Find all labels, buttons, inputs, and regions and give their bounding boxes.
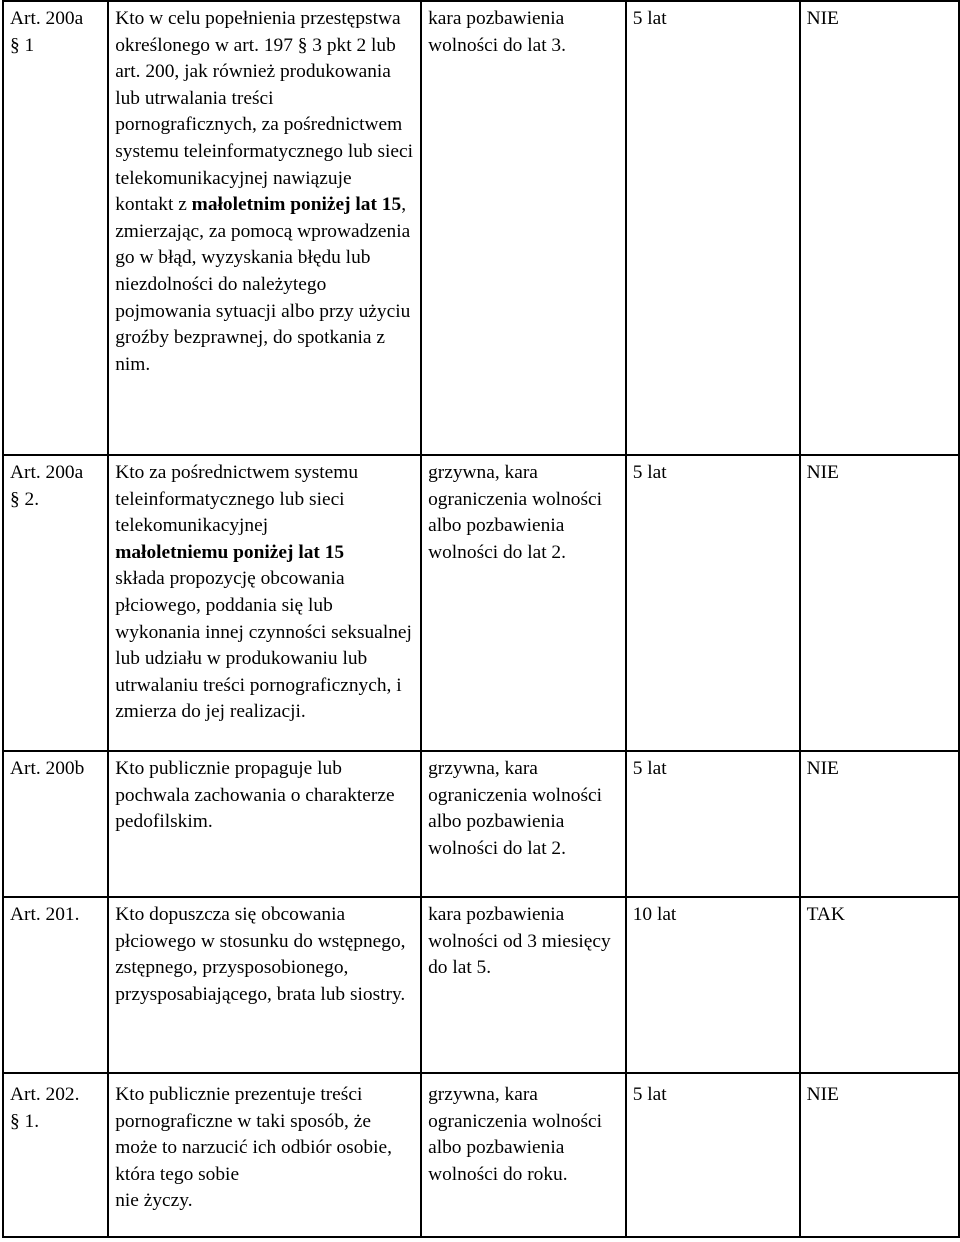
table-row — [3, 1073, 959, 1237]
description-cell — [108, 1, 421, 455]
description-cell — [108, 1073, 421, 1237]
description-text: , zmierzając, za pomocą wprowadzenia go w błąd, wyzyskania błędu lub niezdolności do należytego pojmowania sytuacji albo przy użyciu groźby bezprawnej, do spotkania z nim. — [115, 194, 411, 375]
description-cell — [108, 751, 421, 897]
table-row — [3, 455, 959, 751]
description-emphasis: małoletnim poniżej lat 15 — [191, 194, 402, 216]
flag-cell: NIE — [800, 1073, 959, 1237]
description-text: Kto w celu popełnienia przestępstwa określonego w art. 197 § 3 pkt 2 lub art. 200, jak również produkowania lub utrwalania treści pornograficznych, za pośrednictwem systemu teleinformatycznego lub sieci telekomunikacyjnej nawiązuje kontakt z — [115, 8, 413, 216]
flag-cell: TAK — [800, 897, 959, 1073]
table-row — [3, 1, 959, 455]
penalty-cell: kara pozbawienia wolności do lat 3. — [421, 1, 626, 455]
penalty-table — [2, 0, 960, 1238]
period-cell: 10 lat — [626, 897, 800, 1073]
table-row — [3, 897, 959, 1073]
description-text: Kto za pośrednictwem systemu teleinformatycznego lub sieci telekomunikacyjnej — [115, 462, 359, 537]
description-cell — [108, 455, 421, 751]
penalty-cell: grzywna, kara ograniczenia wolności albo pozbawienia wolności do lat 2. — [421, 751, 626, 897]
flag-cell: NIE — [800, 751, 959, 897]
description-text: Kto publicznie propaguje lub pochwala zachowania o charakterze pedofilskim. — [115, 758, 395, 833]
table-row — [3, 751, 959, 897]
penalty-cell: kara pozbawienia wolności od 3 miesięcy do lat 5. — [421, 897, 626, 1073]
article-cell: Art. 201. — [3, 897, 108, 1073]
article-cell: Art. 200a § 2. — [3, 455, 108, 751]
period-cell: 5 lat — [626, 455, 800, 751]
description-text: Kto publicznie prezentuje treści pornograficzne w taki sposób, że może to narzucić ich odbiór osobie, która tego sobie nie życzy. — [115, 1084, 392, 1212]
period-cell: 5 lat — [626, 1073, 800, 1237]
flag-cell: NIE — [800, 455, 959, 751]
article-cell: Art. 200b — [3, 751, 108, 897]
period-cell: 5 lat — [626, 751, 800, 897]
description-emphasis: małoletniemu poniżej lat 15 — [115, 541, 345, 563]
description-cell — [108, 897, 421, 1073]
article-cell: Art. 202. § 1. — [3, 1073, 108, 1237]
penalty-cell: grzywna, kara ograniczenia wolności albo pozbawienia wolności do roku. — [421, 1073, 626, 1237]
article-cell: Art. 200a § 1 — [3, 1, 108, 455]
description-text: Kto dopuszcza się obcowania płciowego w stosunku do wstępnego, zstępnego, przysposobionego, przysposabiającego, brata lub siostry. — [115, 904, 406, 1005]
period-cell: 5 lat — [626, 1, 800, 455]
penalty-cell: grzywna, kara ograniczenia wolności albo pozbawienia wolności do lat 2. — [421, 455, 626, 751]
flag-cell: NIE — [800, 1, 959, 455]
description-text: składa propozycję obcowania płciowego, poddania się lub wykonania innej czynności seksualnej lub udziału w produkowaniu lub utrwalaniu treści pornograficznych, i zmierza do jej realizacji. — [115, 568, 412, 723]
